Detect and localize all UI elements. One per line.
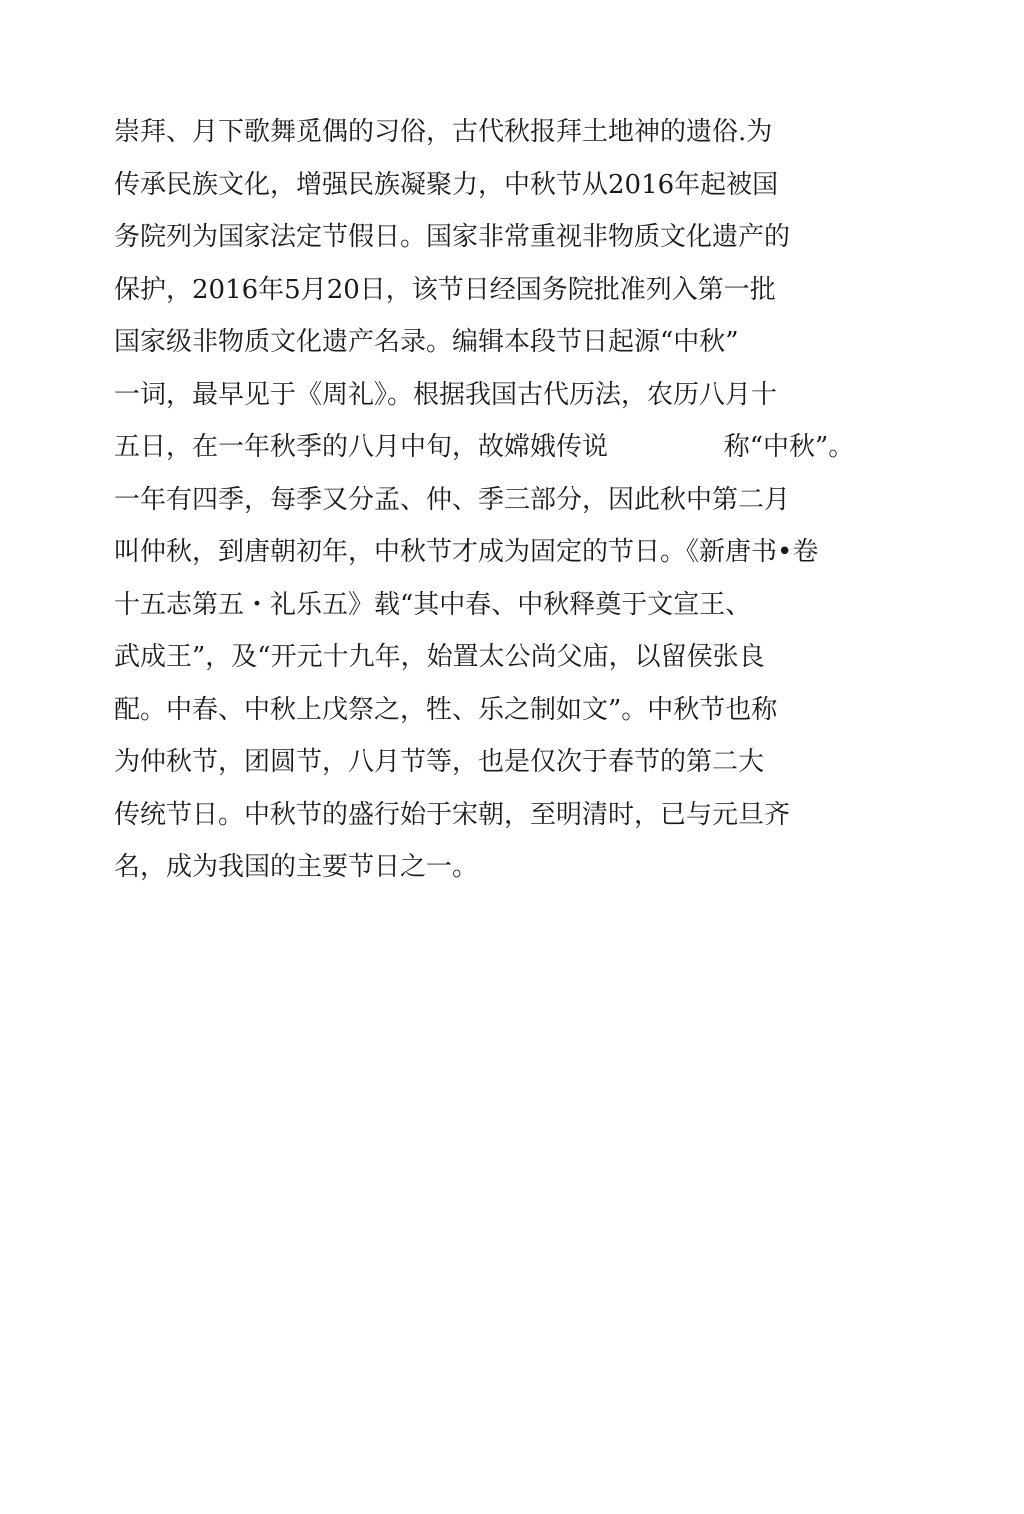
text-line: 十五志第五・礼乐五》载“其中春、中秋释奠于文宣王、 xyxy=(114,589,752,620)
text-line: 名，成为我国的主要节日之一。 xyxy=(114,852,479,882)
text-line: 配。中春、中秋上戊祭之，牲、乐之制如文”。中秋节也称 xyxy=(114,694,778,725)
text-line: 保护，2016年5月20日，该节日经国务院批准列入第一批 xyxy=(114,274,776,305)
text-line: 传承民族文化，增强民族凝聚力，中秋节从2016年起被国 xyxy=(114,169,779,200)
text-line: 五日，在一年秋季的八月中旬，故嫦娥传说 称“中秋”。 xyxy=(114,432,855,462)
text-line: 武成王”，及“开元十九年，始置太公尚父庙，以留侯张良 xyxy=(114,642,765,672)
text-line: 一年有四季，每季又分孟、仲、季三部分，因此秋中第二月 xyxy=(114,484,791,515)
text-line: 务院列为国家法定节假日。国家非常重视非物质文化遗产的 xyxy=(114,222,791,252)
text-line: 叫仲秋，到唐朝初年，中秋节才成为固定的节日。《新唐书•卷 xyxy=(114,537,819,567)
text-line: 崇拜、月下歌舞觅偶的习俗，古代秋报拜土地神的遗俗.为 xyxy=(114,117,773,147)
text-line: 国家级非物质文化遗产名录。编辑本段节日起源“中秋” xyxy=(114,327,739,357)
text-line: 一词，最早见于《周礼》。根据我国古代历法，农历八月十 xyxy=(114,379,778,410)
body-text xyxy=(114,106,914,894)
text-line: 为仲秋节，团圆节，八月节等，也是仅次于春节的第二大 xyxy=(114,747,765,777)
text-line: 传统节日。中秋节的盛行始于宋朝，至明清时，已与元旦齐 xyxy=(114,799,791,830)
